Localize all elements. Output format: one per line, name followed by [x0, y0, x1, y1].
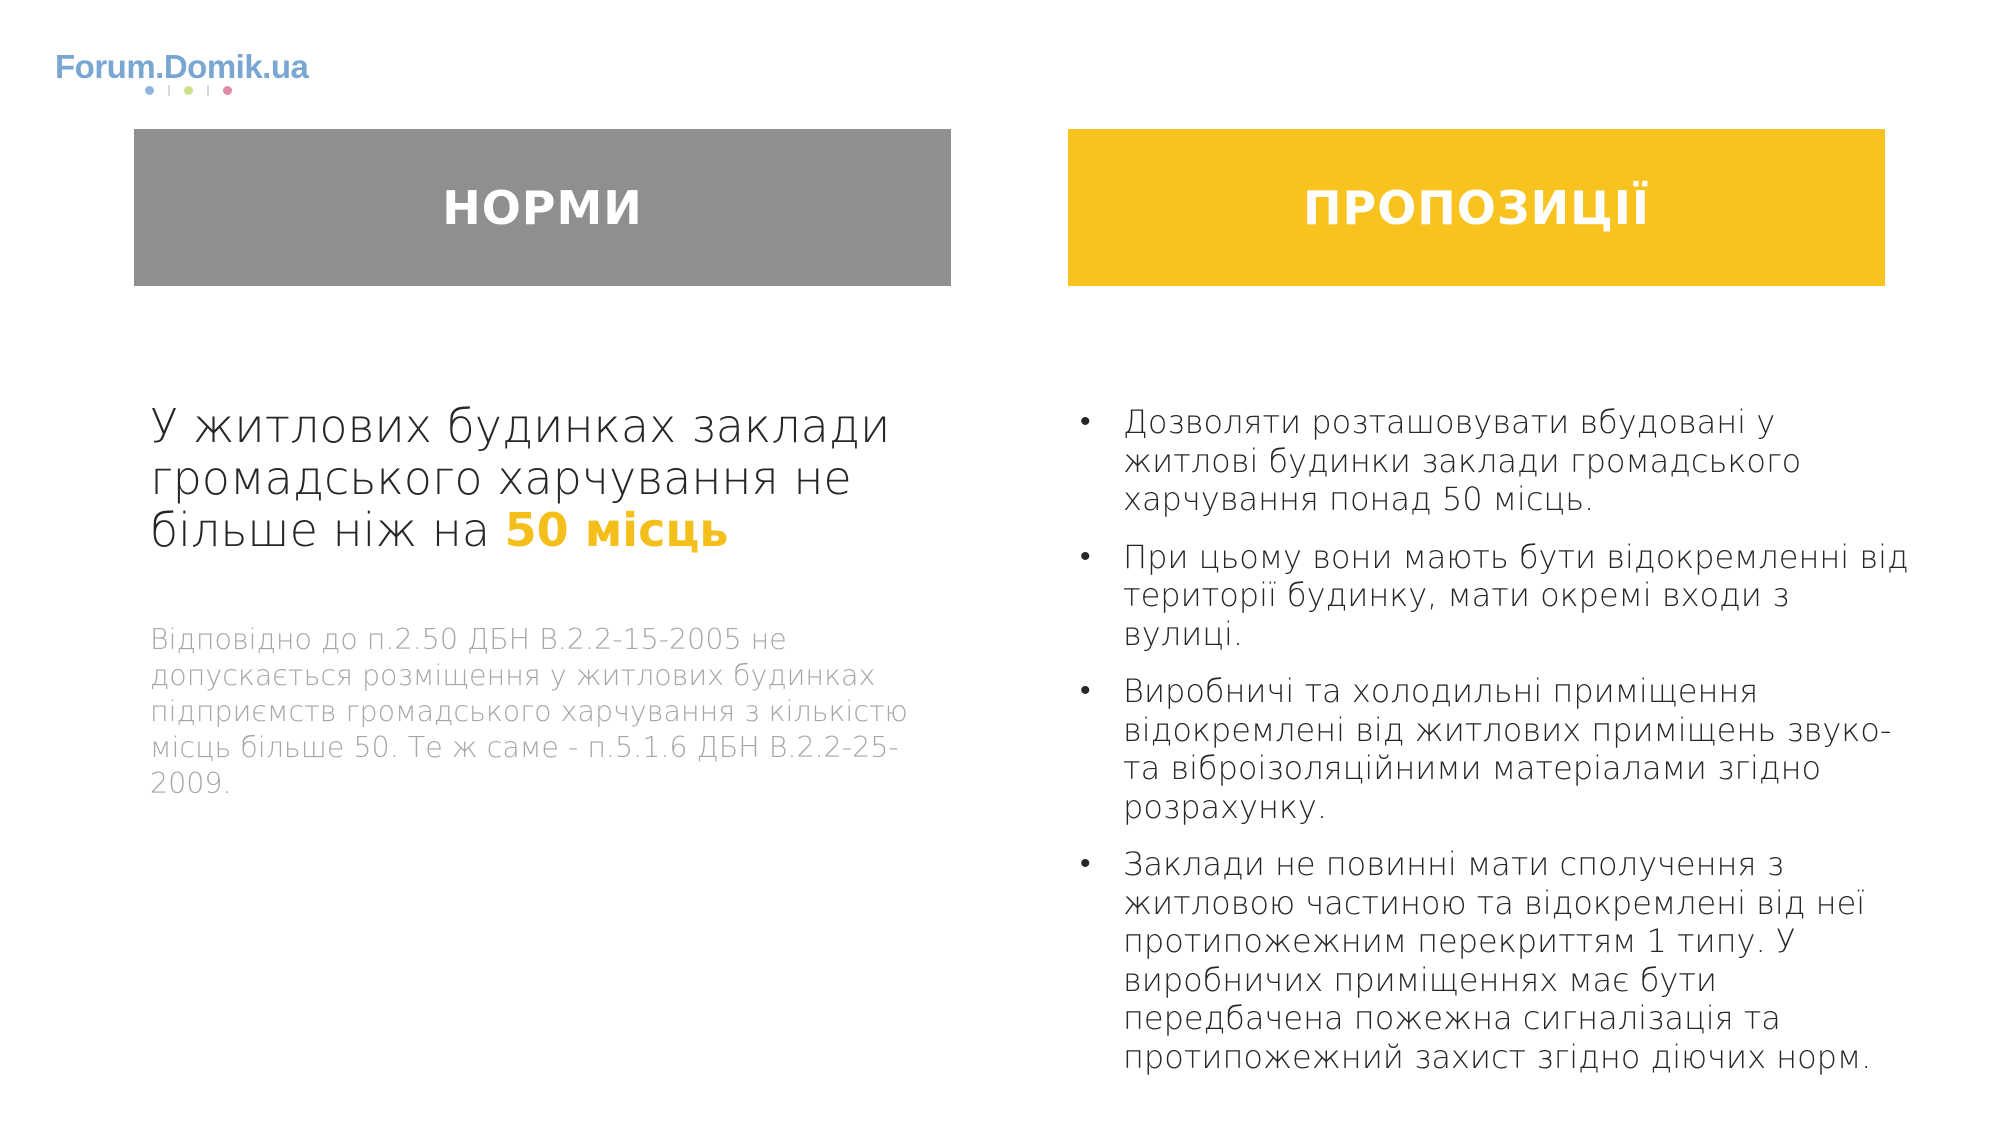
logo-text: Forum.Domik.ua	[55, 48, 309, 85]
norms-headline	[150, 400, 910, 556]
logo-dot-green	[184, 86, 193, 95]
bullet-icon: •	[1080, 538, 1091, 574]
proposal-item	[1080, 538, 1910, 654]
bullet-icon: •	[1080, 846, 1091, 881]
norms-header	[134, 129, 951, 286]
logo-dot-blue	[145, 86, 154, 95]
norms-header-label: НОРМИ	[442, 180, 643, 235]
proposals-list	[1080, 403, 1910, 1095]
proposal-text: При цьому вони мають бути відокремленні від території будинку, мати окремі входи з вулиці.	[1123, 537, 1909, 653]
proposals-header	[1068, 129, 1885, 286]
forum-domik-logo	[55, 48, 335, 108]
proposal-text: Заклади не повинні мати сполучення з житловою частиною та відокремлені від неї протипожежним перекриттям 1 типу. У виробничих приміщеннях має бути передбачена пожежна сигналізація та протипожежний захист згідно діючих норм.	[1123, 845, 1872, 1076]
logo-separator	[207, 85, 209, 96]
logo-dot-pink	[223, 86, 232, 95]
proposal-item	[1080, 403, 1910, 519]
logo-dots	[145, 85, 232, 96]
norms-reference-note: Відповідно до п.2.50 ДБН В.2.2-15-2005 не допускається розміщення у житлових будинках підприємств громадського харчування з кількістю місць більше 50. Те ж саме - п.5.1.6 ДБН В.2.2-25-2009.	[150, 623, 908, 800]
bullet-icon: •	[1080, 673, 1091, 708]
norms-headline-highlight: 50 місць	[504, 503, 729, 557]
proposal-text: Дозволяти розташовувати вбудовані у житлові будинки заклади громадського харчування понад 50 місць.	[1123, 403, 1802, 518]
logo-separator	[168, 85, 170, 96]
proposals-header-label: ПРОПОЗИЦІЇ	[1302, 180, 1650, 235]
bullet-icon: •	[1080, 404, 1091, 439]
proposal-item	[1080, 845, 1910, 1076]
proposal-item	[1080, 672, 1910, 826]
proposal-text: Виробничі та холодильні приміщення відокремлені від житлових приміщень звуко- та віброізоляційними матеріалами згідно розрахунку.	[1123, 672, 1892, 826]
norms-headline-text: У житлових будинках заклади громадського харчування не більше ніж на	[150, 399, 891, 557]
